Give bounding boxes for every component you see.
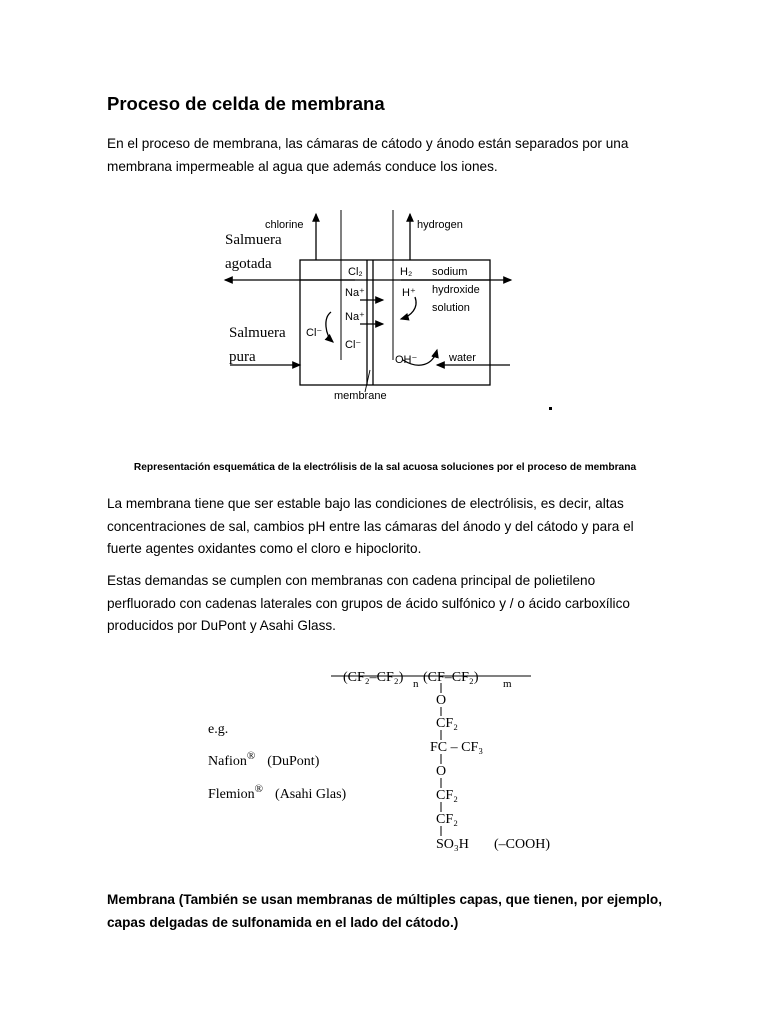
oxygen-atom: O bbox=[436, 764, 447, 779]
cl2-label: Cl₂ bbox=[348, 266, 363, 278]
membrane-cell-diagram bbox=[205, 200, 555, 410]
intro-paragraph bbox=[107, 133, 667, 178]
paragraph-line: fuerte agentes oxidantes como el cloro e hipoclorito. bbox=[107, 541, 422, 556]
stray-dot bbox=[549, 407, 552, 410]
flemion-label: Flemion® (Asahi Glas) bbox=[208, 783, 347, 802]
intro-line: membrana impermeable al agua que además conduce los iones. bbox=[107, 158, 498, 174]
salmuera-pura-label: Salmuera bbox=[229, 325, 286, 341]
cf2-group: CF₂ bbox=[436, 788, 459, 803]
cl-ion-label: Cl⁻ bbox=[306, 327, 323, 339]
cf2-group: CF₂ bbox=[436, 812, 459, 827]
water-label: water bbox=[449, 352, 476, 364]
paragraph-line: capas delgadas de sulfonamida en el lado del cátodo.) bbox=[107, 914, 459, 930]
membrane-label: membrane bbox=[334, 390, 387, 402]
figure-caption: Representación esquemática de la electrólisis de la sal acuosa soluciones por el proceso de membrana bbox=[133, 462, 637, 473]
sulfonic-acid-group: SO₃H bbox=[436, 837, 469, 852]
stability-paragraph bbox=[107, 493, 667, 561]
chlorine-label: chlorine bbox=[265, 219, 304, 231]
salmuera-pura-label: pura bbox=[229, 349, 256, 365]
h-ion-label: H⁺ bbox=[402, 287, 416, 299]
hydrogen-label: hydrogen bbox=[417, 219, 463, 231]
intro-line: En el proceso de membrana, las cámaras de cátodo y ánodo están separados por una bbox=[107, 136, 629, 151]
na-ion-label: Na⁺ bbox=[345, 287, 365, 299]
oxygen-atom: O bbox=[436, 693, 447, 708]
paragraph-line: Estas demandas se cumplen con membranas con cadena principal de polietileno bbox=[107, 573, 596, 588]
sodium-label: sodium bbox=[432, 266, 468, 278]
subscript-m: m bbox=[503, 678, 512, 690]
solution-label: solution bbox=[432, 302, 470, 314]
cf2-group: CF₂ bbox=[436, 716, 459, 731]
oh-ion-label: OH⁻ bbox=[395, 354, 418, 366]
hydroxide-label: hydroxide bbox=[432, 284, 480, 296]
h2-label: H₂ bbox=[400, 266, 413, 278]
subscript-n: n bbox=[413, 678, 419, 690]
eg-label: e.g. bbox=[208, 722, 229, 737]
backbone-left-unit: (CF₂–CF₂) bbox=[343, 670, 404, 685]
carboxylic-acid-group: (–COOH) bbox=[494, 837, 550, 852]
paragraph-line: concentraciones de sal, cambios pH entre las cámaras del ánodo y del cátodo y para el bbox=[107, 518, 634, 534]
cl-ion-label: Cl⁻ bbox=[345, 339, 362, 351]
polymer-structure-diagram bbox=[195, 655, 565, 865]
salmuera-agotada-label: Salmuera bbox=[225, 232, 282, 248]
paragraph-line: producidos por DuPont y Asahi Glass. bbox=[107, 618, 336, 633]
backbone-right-unit: (CF–CF₂) bbox=[423, 670, 479, 685]
membrane-note-paragraph bbox=[107, 889, 667, 934]
page-title: Proceso de celda de membrana bbox=[107, 93, 385, 114]
paragraph-line: perfluorado con cadenas laterales con grupos de ácido sulfónico y / o ácido carboxílico bbox=[107, 595, 630, 611]
fc-cf3-group: FC – CF₃ bbox=[430, 740, 484, 755]
demands-paragraph bbox=[107, 570, 667, 638]
paragraph-line: Membrana (También se usan membranas de múltiples capas, que tienen, por ejemplo, bbox=[107, 892, 662, 907]
salmuera-agotada-label: agotada bbox=[225, 256, 272, 272]
na-ion-label: Na⁺ bbox=[345, 311, 365, 323]
paragraph-line: La membrana tiene que ser estable bajo las condiciones de electrólisis, es decir, altas bbox=[107, 496, 624, 511]
nafion-label: Nafion® (DuPont) bbox=[208, 750, 320, 769]
